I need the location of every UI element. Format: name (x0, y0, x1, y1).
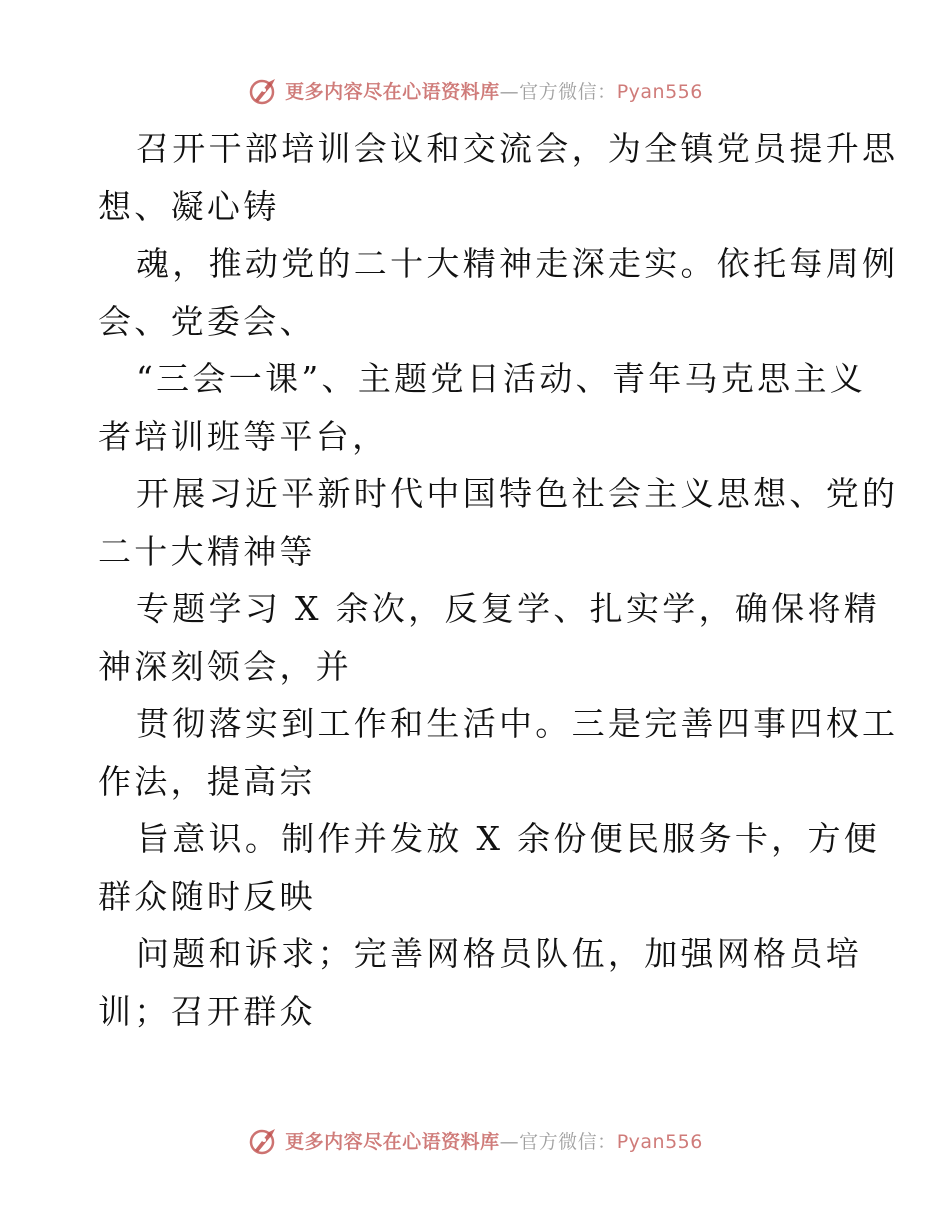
watermark-separator-text: —官方微信： (499, 80, 617, 103)
text-line: 开展习近平新时代中国特色社会主义思想、党的 (136, 474, 899, 513)
watermark-wechat-id: Pyan556 (616, 1130, 703, 1153)
text-line: 神深刻领会，并 (98, 646, 353, 686)
text-line: 想、凝心铸 (98, 186, 280, 226)
watermark-text (285, 77, 703, 104)
text-line: 训；召开群众 (98, 991, 316, 1031)
watermark-text (285, 1127, 703, 1154)
document-body (98, 120, 899, 1040)
text-line: 旨意识。制作并发放 X 余份便民服务卡，方便 (136, 819, 881, 858)
pen-nib-logo-icon (247, 73, 281, 107)
header-watermark (0, 70, 950, 110)
text-line: 问题和诉求；完善网格员队伍，加强网格员培 (136, 934, 862, 973)
watermark-wechat-id: Pyan556 (616, 80, 703, 103)
pen-nib-logo-icon (247, 1123, 281, 1157)
text-line: 召开干部培训会议和交流会，为全镇党员提升思 (136, 129, 899, 168)
text-line: 者培训班等平台， (98, 416, 389, 456)
text-line: 群众随时反映 (98, 876, 316, 916)
text-line: 贯彻落实到工作和生活中。三是完善四事四权工 (136, 704, 899, 743)
watermark-main-text: 更多内容尽在心语资料库 (285, 80, 500, 103)
text-line: 魂，推动党的二十大精神走深走实。依托每周例 (136, 244, 899, 283)
text-line: “三会一课”、主题党日活动、青年马克思主义 (136, 359, 867, 398)
text-line: 作法，提高宗 (98, 761, 316, 801)
text-line: 会、党委会、 (98, 301, 316, 341)
watermark-main-text: 更多内容尽在心语资料库 (285, 1130, 500, 1153)
footer-watermark (0, 1120, 950, 1160)
text-line: 专题学习 X 余次，反复学、扎实学，确保将精 (136, 589, 881, 628)
watermark-separator-text: —官方微信： (499, 1130, 617, 1153)
text-line: 二十大精神等 (98, 531, 316, 571)
